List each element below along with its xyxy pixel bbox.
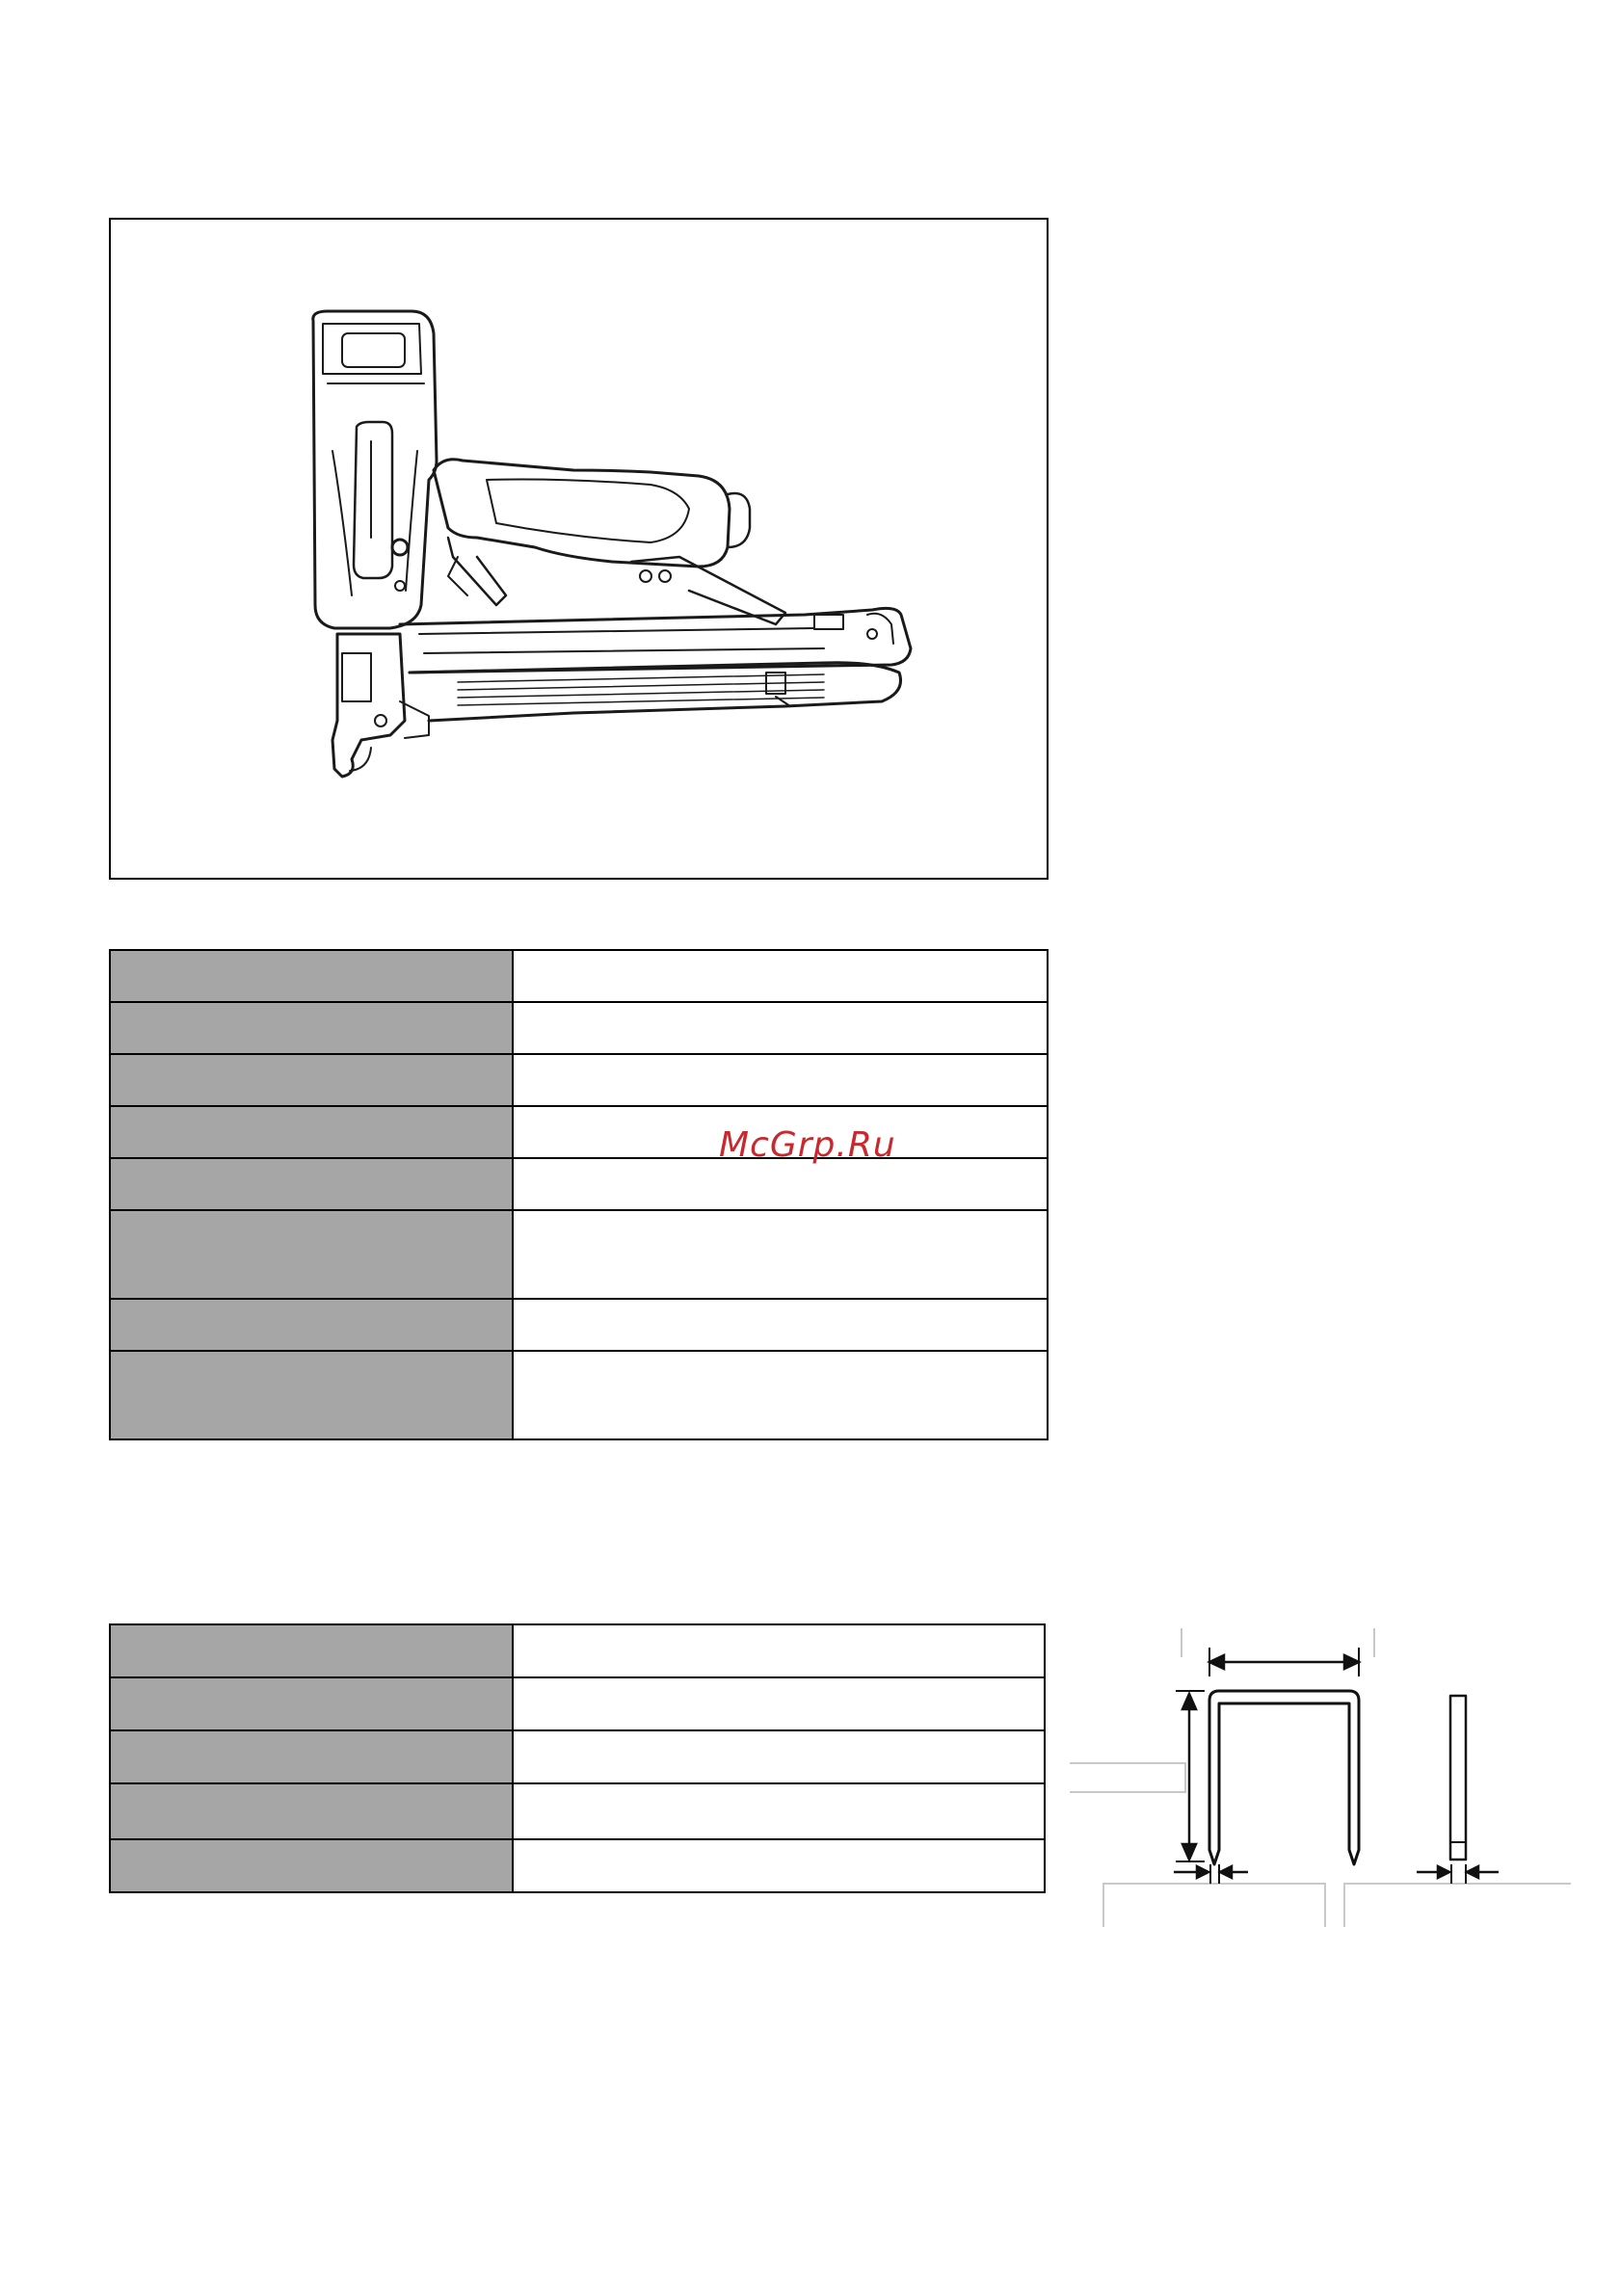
- row-label: [110, 1106, 513, 1158]
- table-row: [110, 1299, 1048, 1351]
- row-label: [110, 1002, 513, 1054]
- table-row: [110, 1839, 1045, 1892]
- row-value: [513, 1299, 1048, 1351]
- row-label: [110, 1054, 513, 1106]
- row-value: [513, 1351, 1048, 1439]
- row-value: [513, 1158, 1048, 1210]
- row-value: [513, 1210, 1048, 1299]
- row-label: [110, 1677, 513, 1730]
- spec-table-2: [109, 1623, 1046, 1893]
- row-value: [513, 1002, 1048, 1054]
- row-label: [110, 1158, 513, 1210]
- row-value: [513, 1677, 1045, 1730]
- table-row: [110, 1054, 1048, 1106]
- tool-illustration-frame: [109, 218, 1049, 880]
- row-value: [513, 1054, 1048, 1106]
- table-row: [110, 1106, 1048, 1158]
- table-row: [110, 1730, 1045, 1783]
- staple-dimensions-icon: [1060, 1619, 1580, 1927]
- table-row: [110, 1624, 1045, 1677]
- table-row: [110, 1677, 1045, 1730]
- spec-table-1: [109, 949, 1049, 1440]
- row-label: [110, 1839, 513, 1892]
- row-label: [110, 1299, 513, 1351]
- row-value: [513, 1783, 1045, 1839]
- table-row: [110, 1783, 1045, 1839]
- row-value: [513, 1730, 1045, 1783]
- pneumatic-stapler-icon: [111, 220, 1050, 882]
- table-row: [110, 1351, 1048, 1439]
- row-label: [110, 1624, 513, 1677]
- row-value: [513, 950, 1048, 1002]
- table-row: [110, 1158, 1048, 1210]
- row-label: [110, 1783, 513, 1839]
- row-label: [110, 1351, 513, 1439]
- row-label: [110, 1210, 513, 1299]
- row-value: [513, 1839, 1045, 1892]
- table-row: [110, 1002, 1048, 1054]
- table-row: [110, 1210, 1048, 1299]
- watermark-text: McGrp.Ru: [719, 1125, 896, 1165]
- row-label: [110, 1730, 513, 1783]
- row-label: [110, 950, 513, 1002]
- row-value: [513, 1624, 1045, 1677]
- table-row: [110, 950, 1048, 1002]
